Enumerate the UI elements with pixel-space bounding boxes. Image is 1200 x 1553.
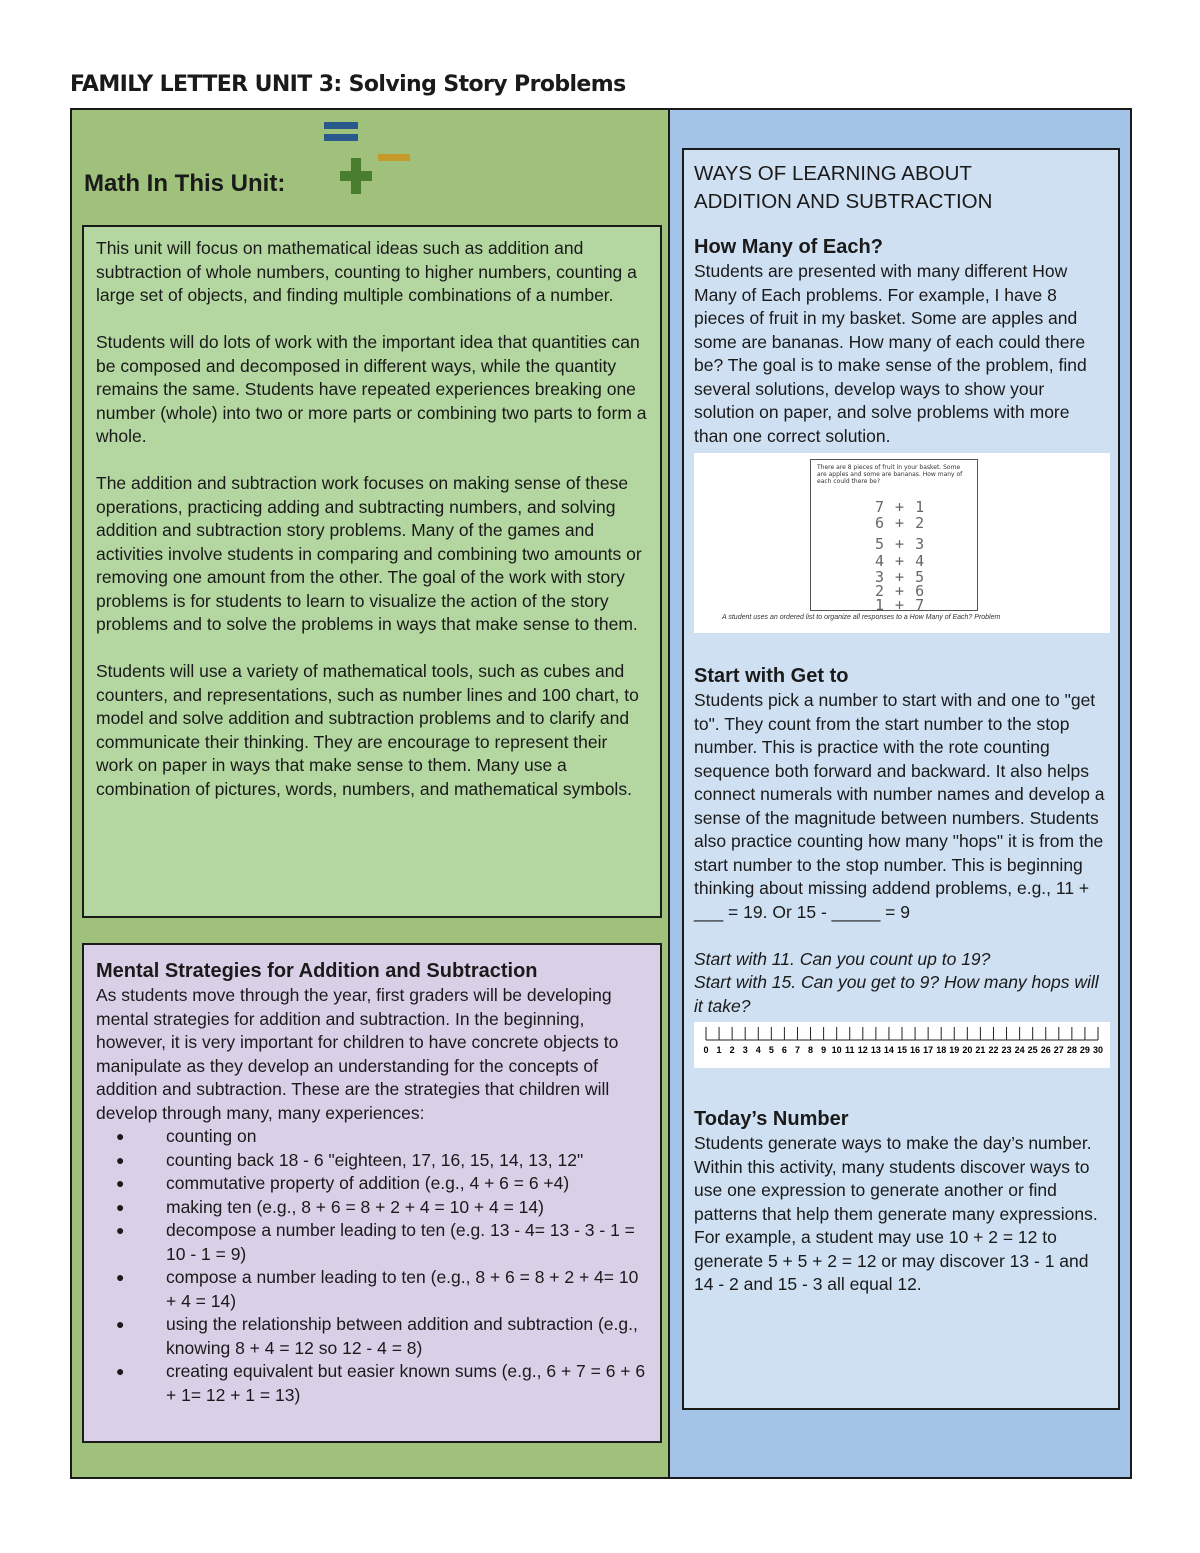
bullet-icon: ● <box>116 1269 125 1285</box>
number-line-label: 1 <box>716 1045 722 1055</box>
number-line <box>694 1022 1110 1068</box>
math-in-unit-box <box>82 225 662 918</box>
start-get-text: Students pick a number to start with and one to "get to". They count from the start number to the stop number. This is practice with the rote counting sequence both forward and backward. It also helps connect numerals with number names and develop a sense of the magnitude between numbers. Students also practice counting how many "hops" it is from the start number to the stop number. This is beginning thinking about missing addend problems, e.g., 11 + ___ = 19. Or 15 - _____ = 9 <box>694 690 1105 922</box>
worksheet-equation: 2 + 6 <box>875 582 926 600</box>
list-item: ● compose a number leading to ten (e.g., 8 + 6 = 8 + 2 + 4= 10 + 4 = 14) <box>116 1267 639 1311</box>
number-line-image <box>694 1022 1110 1068</box>
number-line-label: 30 <box>1092 1045 1104 1055</box>
bullet-icon: ● <box>116 1363 125 1379</box>
worksheet-equation: 6 + 2 <box>875 514 926 532</box>
number-line-label: 19 <box>949 1045 960 1055</box>
number-line-label: 27 <box>1053 1045 1064 1055</box>
equal-sign-icon <box>324 122 358 142</box>
number-line-label: 28 <box>1066 1045 1077 1055</box>
bullet-icon: ● <box>116 1175 125 1191</box>
worksheet-equation: 7 + 1 <box>875 498 926 516</box>
number-line-label: 29 <box>1079 1045 1090 1055</box>
todays-number-text: Students generate ways to make the day’s number. Within this activity, many students discover ways to use one expression to generate another or find patterns that help them generate many expressions. For example, a student may use 10 + 2 = 12 to generate 5 + 5 + 2 = 12 or may discover 13 - 1 and 14 - 2 and 15 - 3 all equal 12. <box>694 1133 1098 1294</box>
number-line-label: 13 <box>870 1045 881 1055</box>
mental-strategies-intro: As students move through the year, first graders will be developing mental strategies for addition and subtraction. In the beginning, however, it is very important for children to have concrete objects to manipulate as they develop an understanding for the concepts of addition and subtraction. These are the strategies that children will develop through many, many experiences: <box>96 985 619 1123</box>
number-line-label: 16 <box>910 1045 921 1055</box>
number-line-label: 17 <box>923 1045 934 1055</box>
math-in-unit-heading: Math In This Unit: <box>84 170 286 197</box>
bullet-icon: ● <box>116 1128 125 1144</box>
start-get-heading: Start with Get to <box>694 665 849 687</box>
number-line-label: 18 <box>936 1045 947 1055</box>
list-item: ● decompose a number leading to ten (e.g. 13 - 4= 13 - 3 - 1 = 10 - 1 = 9) <box>116 1220 635 1264</box>
number-line-label: 3 <box>742 1045 748 1055</box>
mental-strategies-heading: Mental Strategies for Addition and Subtraction <box>96 960 538 982</box>
minus-sign-icon <box>378 154 410 161</box>
number-line-label: 5 <box>768 1045 774 1055</box>
page-title: FAMILY LETTER UNIT 3: Solving Story Problems <box>70 72 626 97</box>
number-line-label: 9 <box>821 1045 827 1055</box>
todays-number-heading: Today’s Number <box>694 1108 849 1130</box>
number-line-label: 8 <box>808 1045 814 1055</box>
worksheet-image <box>694 453 1110 633</box>
right-column <box>670 110 1130 1477</box>
number-line-label: 21 <box>975 1045 986 1055</box>
ways-of-learning-box <box>682 148 1120 1410</box>
number-line-label: 11 <box>844 1045 855 1055</box>
math-paragraph: This unit will focus on mathematical ideas such as addition and subtraction of whole numbers, counting to higher numbers, counting a large set of objects, and finding multiple combinations of a number. <box>96 238 637 305</box>
number-line-label: 12 <box>857 1045 868 1055</box>
letter-frame <box>70 108 1132 1479</box>
ways-heading: WAYS OF LEARNING ABOUT ADDITION AND SUBTRACTION <box>694 162 993 213</box>
number-line-label: 25 <box>1027 1045 1038 1055</box>
list-item: ● using the relationship between addition and subtraction (e.g., knowing 8 + 4 = 12 so 12 - 4 = 8) <box>116 1314 638 1358</box>
number-line-label: 0 <box>703 1045 709 1055</box>
bullet-icon: ● <box>116 1222 125 1238</box>
number-line-label: 22 <box>988 1045 999 1055</box>
worksheet-prompt: There are 8 pieces of fruit in your basket. Some are apples and some are bananas. How many of each could there be? <box>817 464 963 485</box>
number-line-label: 10 <box>831 1045 842 1055</box>
how-many-text: Students are presented with many different How Many of Each problems. For example, I have 8 pieces of fruit in my basket. Some are apples and some are bananas. How many of each could there be? The goal is to make sense of the problem, find several solutions, develop ways to show your solution on paper, and solve problems with more than one correct solution. <box>694 261 1087 446</box>
list-item: ● counting on <box>96 1125 648 1149</box>
math-paragraph: Students will do lots of work with the important idea that quantities can be composed and decomposed in different ways, while the quantity remains the same. Students have repeated experiences breaking one number (whole) into two or more parts or combining two parts to form a whole. <box>96 332 647 446</box>
how-many-heading: How Many of Each? <box>694 236 883 258</box>
bullet-icon: ● <box>116 1316 125 1332</box>
left-column <box>72 110 670 1477</box>
start-get-italic: Start with 15. Can you get to 9? How many hops will it take? <box>694 972 1099 1016</box>
number-line-label: 14 <box>883 1045 894 1055</box>
worksheet-equation: 3 + 5 <box>875 568 926 586</box>
mental-strategies-box <box>82 943 662 1443</box>
bullet-icon: ● <box>116 1198 125 1215</box>
worksheet-equation: 1 + 7 <box>875 596 926 614</box>
number-line-label: 7 <box>794 1045 800 1055</box>
number-line-label: 4 <box>755 1045 761 1055</box>
number-line-label: 26 <box>1040 1045 1051 1055</box>
strategy-list <box>96 1125 648 1407</box>
list-item: ● counting back 18 - 6 "eighteen, 17, 16, 15, 14, 13, 12" <box>96 1149 648 1173</box>
start-get-italic: Start with 11. Can you count up to 19? <box>694 948 991 969</box>
worksheet-equation: 4 + 4 <box>875 552 926 570</box>
worksheet-equation: 5 + 3 <box>875 535 926 553</box>
number-line-label: 15 <box>896 1045 908 1055</box>
worksheet-caption: A student uses an ordered list to organize all responses to a How Many of Each? Problem <box>722 613 1001 621</box>
bullet-icon: ● <box>116 1151 125 1168</box>
number-line-label: 6 <box>781 1045 787 1055</box>
plus-sign-icon <box>340 158 372 194</box>
list-item: ● making ten (e.g., 8 + 6 = 8 + 2 + 4 = 10 + 4 = 14) <box>96 1196 648 1220</box>
number-line-label: 24 <box>1014 1045 1025 1055</box>
number-line-label: 2 <box>729 1045 735 1055</box>
number-line-label: 20 <box>962 1045 973 1055</box>
math-paragraph: The addition and subtraction work focuses on making sense of these operations, practicing adding and subtracting numbers, and solving addition and subtraction story problems. Many of the games and activities involve students in comparing and combining two amounts or removing one amount from the other. The goal of the work with story problems is for students to learn to visualize the action of the story problems and to solve the problems in ways that make sense to them. <box>96 473 642 634</box>
number-line-label: 23 <box>1001 1045 1012 1055</box>
math-paragraph: Students will use a variety of mathematical tools, such as cubes and counters, and representations, such as number lines and 100 chart, to model and solve addition and subtraction problems and to clarify and communicate their thinking. They are encourage to represent their work on paper in ways that make sense to them. Many use a combination of pictures, words, numbers, and mathematical symbols. <box>96 661 639 799</box>
list-item: ● creating equivalent but easier known sums (e.g., 6 + 7 = 6 + 6 + 1= 12 + 1 = 13) <box>116 1361 646 1405</box>
worksheet-sheet <box>810 459 978 614</box>
list-item: ● commutative property of addition (e.g., 4 + 6 = 6 +4) <box>96 1172 648 1196</box>
